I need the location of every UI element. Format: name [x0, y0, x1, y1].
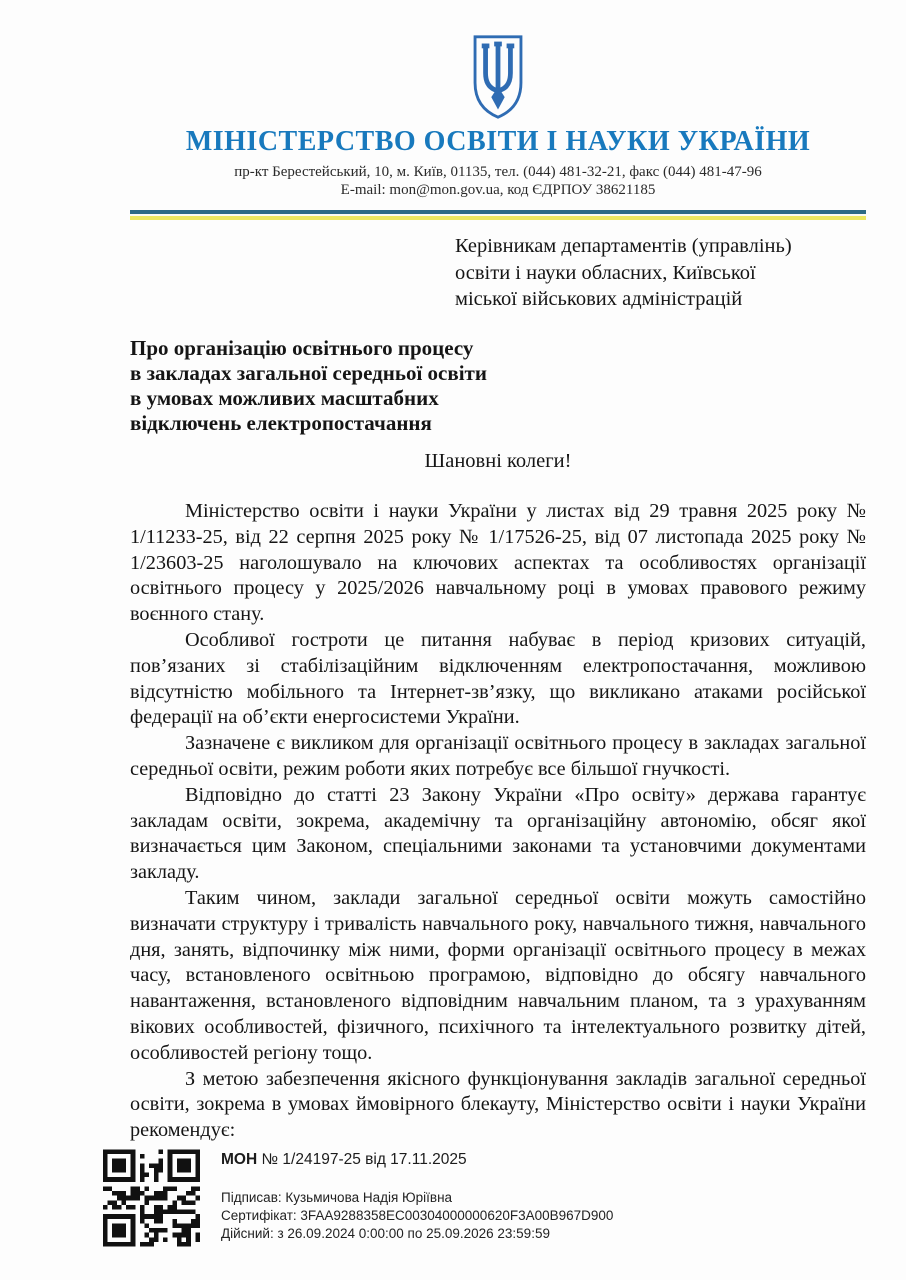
- address-line: пр-кт Берестейський, 10, м. Київ, 01135, тел. (044) 481-32-21, факс (044) 481-47-96: [234, 164, 762, 180]
- flag-divider: [130, 210, 866, 220]
- recipient-block: [455, 233, 875, 313]
- divider-yellow-stripe: [130, 216, 866, 220]
- subject-line: в умовах можливих масштабних: [130, 386, 439, 410]
- body-paragraph: Особливої гостроти це питання набуває в період кризових ситуацій, пов’язаних зі стабілізаційним відключенням електропостачання, можливою відсутністю мобільного та Інтернет-зв’язку, що викликано атаками російської федерації на об’єкти енергосистеми України.: [130, 628, 866, 729]
- doc-number: № 1/24197-25 від 17.11.2025: [261, 1151, 467, 1168]
- subject-line: відключень електропостачання: [130, 411, 432, 435]
- certificate-line: Сертифікат: 3FAA9288358EC00304000000620F3A00B967D900: [221, 1208, 614, 1223]
- body-paragraph: Зазначене є викликом для організації освітнього процесу в закладах загальної середньої освіти, режим роботи яких потребує все більшої гнучкості.: [130, 732, 866, 780]
- validity-line: Дійсний: з 26.09.2024 0:00:00 по 25.09.2026 23:59:59: [221, 1226, 550, 1241]
- body-paragraph: Відповідно до статті 23 Закону України «Про освіту» держава гарантує закладам освіти, зокрема, академічну та організаційну автономію, обсяг якої визначається цим Законом, спеціальними законами та установчими документами закладу.: [130, 783, 866, 884]
- document-number-line: [221, 1151, 613, 1169]
- ukraine-trident-icon: [130, 33, 866, 121]
- signature-text: [221, 1148, 613, 1243]
- subject-block: [130, 336, 487, 436]
- body-paragraph: З метою забезпечення якісного функціонування закладів загальної середньої освіти, зокрема в умовах ймовірного блекауту, Міністерство освіти і науки України рекомендує:: [130, 1067, 866, 1142]
- salutation: Шановні колеги!: [424, 450, 572, 472]
- email-line: E-mail: mon@mon.gov.ua, код ЄДРПОУ 38621185: [340, 181, 656, 198]
- qr-code: [103, 1148, 200, 1248]
- body-paragraph: Таким чином, заклади загальної середньої освіти можуть самостійно визначати структуру і тривалість навчального року, навчального тижня, навчального дня, занять, відпочинку між ними, форми організації освітнього процесу в межах часу, встановленого освітньою програмою, відповідно до обсягу навчального навантаження, встановленого відповідним навчальним планом, та з урахуванням вікових особливостей, фізичного, психічного та інтелектуального розвитку дітей, особливостей регіону тощо.: [130, 886, 866, 1064]
- body-paragraph: Міністерство освіти і науки України у листах від 29 травня 2025 року № 1/11233-25, від 22 серпня 2025 року № 1/17526-25, від 07 листопада 2025 року № 1/23603-25 наголошувало на ключових аспектах та особливостях організації освітнього процесу у 2025/2026 навчальному році в умовах правового режиму воєнного стану.: [130, 500, 866, 626]
- subject-line: в закладах загальної середньої освіти: [130, 361, 487, 385]
- ministry-title: МІНІСТЕРСТВО ОСВІТИ І НАУКИ УКРАЇНИ: [185, 126, 811, 157]
- subject-line: Про організацію освітнього процесу: [130, 336, 474, 360]
- doc-label: МОН: [221, 1151, 258, 1168]
- signed-by-line: Підписав: Кузьмичова Надія Юріївна: [221, 1190, 453, 1205]
- recipient-line: міської військових адміністрацій: [455, 288, 743, 310]
- recipient-line: Керівникам департаментів (управлінь): [455, 235, 792, 257]
- recipient-line: освіти і науки обласних, Київської: [455, 261, 756, 284]
- letter-body: [130, 499, 866, 1144]
- letterhead: [130, 0, 866, 220]
- signature-block: [103, 1148, 613, 1248]
